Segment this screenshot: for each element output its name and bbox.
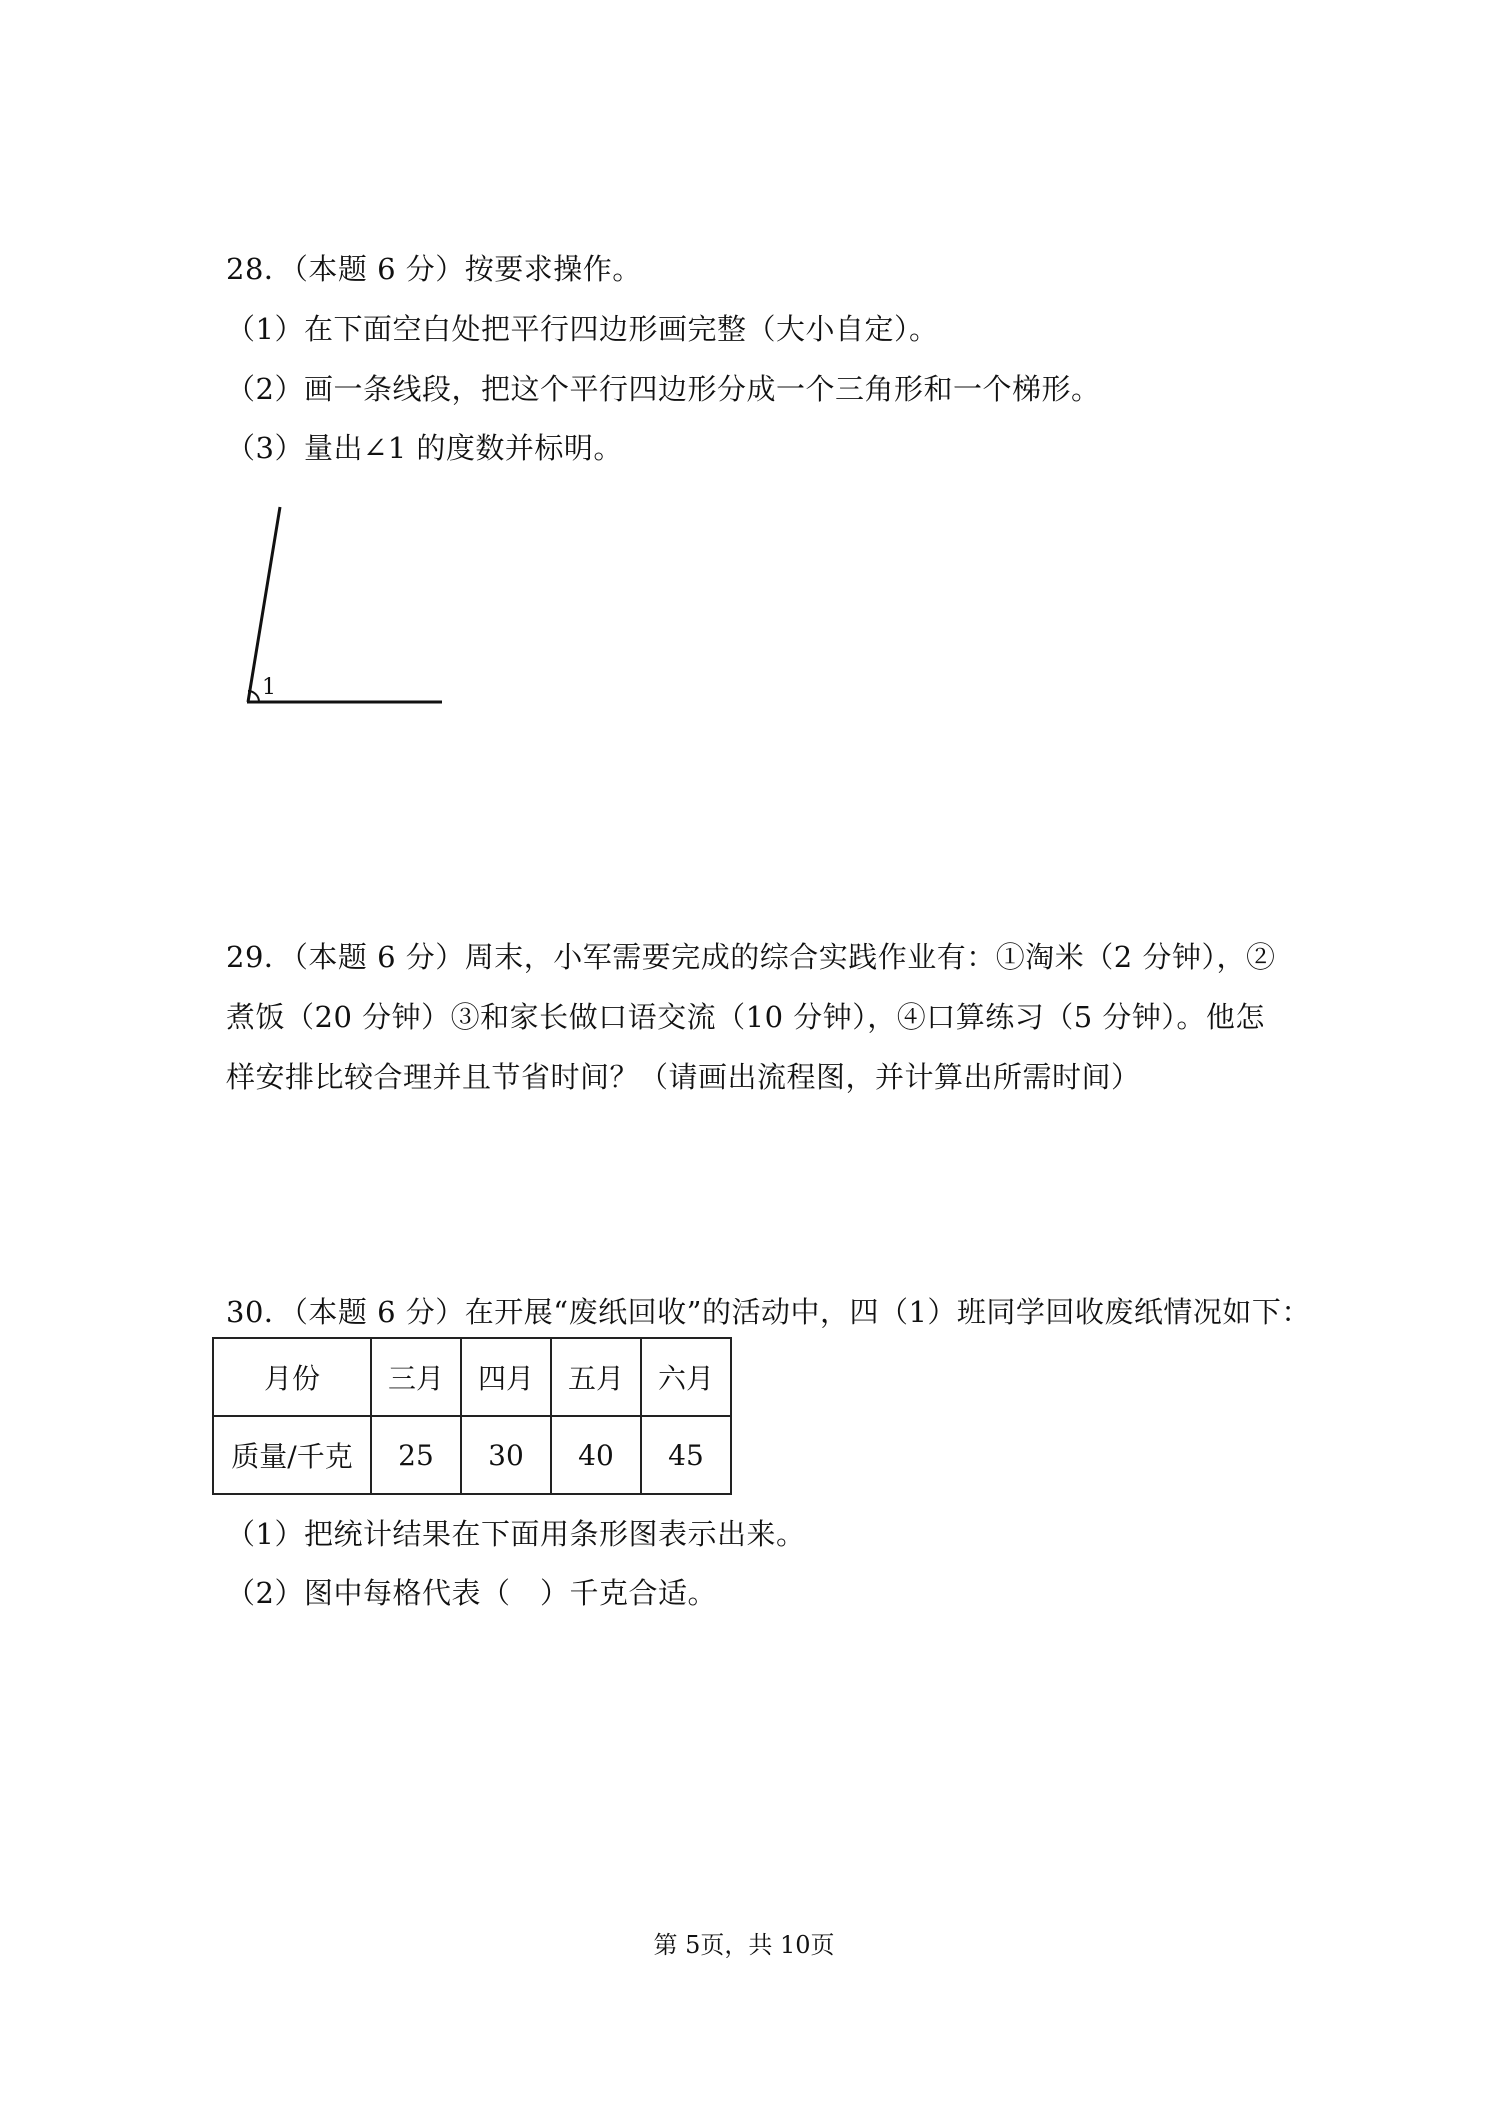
table-header-weight: 质量/千克 [213, 1416, 371, 1494]
table-header-month: 月份 [213, 1338, 371, 1416]
question-29-line-3: 样安排比较合理并且节省时间？（请画出流程图，并计算出所需时间） [226, 1060, 1141, 1094]
question-30-step-2: （2）图中每格代表（ ）千克合适。 [226, 1576, 717, 1610]
table-month-cell: 六月 [641, 1338, 731, 1416]
question-28-step-2: （2）画一条线段，把这个平行四边形分成一个三角形和一个梯形。 [226, 372, 1101, 406]
question-28-step-3: （3）量出∠1 的度数并标明。 [226, 431, 623, 465]
question-29-line-2: 煮饭（20 分钟）③和家长做口语交流（10 分钟），④口算练习（5 分钟）。他怎 [226, 1000, 1265, 1034]
table-month-cell: 三月 [371, 1338, 461, 1416]
table-month-cell: 四月 [461, 1338, 551, 1416]
question-30-title: 30．（本题 6 分）在开展“废纸回收”的活动中，四（1）班同学回收废纸情况如下： [226, 1295, 1311, 1329]
question-28-title: 28．（本题 6 分）按要求操作。 [226, 252, 642, 286]
angle-figure [230, 500, 470, 720]
table-row-weights [213, 1416, 731, 1494]
table-month-cell: 五月 [551, 1338, 641, 1416]
angle-label: 1 [262, 675, 276, 700]
angle-slanted-ray [248, 507, 280, 702]
table-weight-cell: 30 [461, 1416, 551, 1494]
question-28-step-1: （1）在下面空白处把平行四边形画完整（大小自定）。 [226, 312, 939, 346]
table-weight-cell: 45 [641, 1416, 731, 1494]
recycling-table [212, 1337, 732, 1495]
table-weight-cell: 40 [551, 1416, 641, 1494]
page-footer: 第 5页，共 10页 [653, 1931, 835, 1959]
table-row-months [213, 1338, 731, 1416]
question-30-step-1: （1）把统计结果在下面用条形图表示出来。 [226, 1517, 806, 1551]
table-weight-cell: 25 [371, 1416, 461, 1494]
question-29-line-1: 29．（本题 6 分）周末，小军需要完成的综合实践作业有：①淘米（2 分钟），② [226, 940, 1276, 974]
